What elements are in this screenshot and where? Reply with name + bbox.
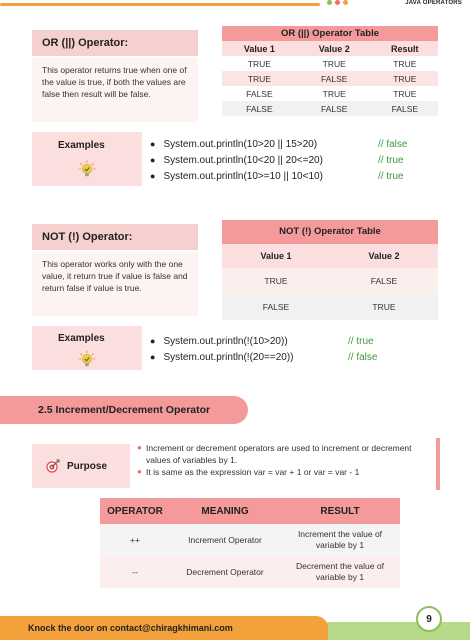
purpose-label: Purpose xyxy=(67,460,108,472)
table-cell: FALSE xyxy=(222,86,297,101)
table-cell: Decrement Operator xyxy=(170,556,280,588)
table-cell: Increment Operator xyxy=(170,524,280,556)
or-operator-title: OR (||) Operator: xyxy=(32,30,198,56)
increment-table-header: RESULT xyxy=(280,498,400,524)
target-icon xyxy=(46,459,60,473)
table-row xyxy=(100,556,400,588)
not-table-header: Value 1 xyxy=(222,244,330,268)
table-cell: FALSE xyxy=(330,268,438,294)
lightbulb-icon xyxy=(78,160,96,178)
table-cell: TRUE xyxy=(330,294,438,320)
list-item xyxy=(150,152,440,168)
table-cell: TRUE xyxy=(372,71,438,86)
table-cell: FALSE xyxy=(222,101,297,116)
table-cell: TRUE xyxy=(222,56,297,71)
list-item xyxy=(150,168,440,184)
example-comment: // true xyxy=(378,170,404,182)
increment-decrement-table xyxy=(100,498,400,588)
list-item xyxy=(150,136,440,152)
table-cell: TRUE xyxy=(222,71,297,86)
footer-green-band xyxy=(318,622,470,640)
table-cell: Increment the value of variable by 1 xyxy=(280,524,400,556)
example-comment: // true xyxy=(348,335,374,347)
example-code: System.out.println(10<20 || 20<=20) xyxy=(163,154,323,166)
header-dot xyxy=(327,0,332,5)
table-row xyxy=(222,71,438,86)
purpose-label-box xyxy=(32,444,130,488)
example-code: System.out.println(10>=10 || 10<10) xyxy=(163,170,323,182)
increment-table-header: MEANING xyxy=(170,498,280,524)
or-operator-table xyxy=(222,26,438,116)
table-cell: TRUE xyxy=(372,56,438,71)
not-operator-description: This operator works only with the one value, it return true if value is false and return false if value is true. xyxy=(32,252,198,316)
lightbulb-icon xyxy=(78,350,96,368)
or-table-caption: OR (||) Operator Table xyxy=(222,26,438,41)
table-row xyxy=(222,101,438,116)
header-dot xyxy=(335,0,340,5)
table-cell: FALSE xyxy=(297,71,372,86)
table-cell: TRUE xyxy=(297,86,372,101)
purpose-point-text: It is same as the expression var = var + 1 or var = var - 1 xyxy=(146,467,360,477)
increment-table-header: OPERATOR xyxy=(100,498,170,524)
table-row xyxy=(100,524,400,556)
table-cell: TRUE xyxy=(222,268,330,294)
table-row xyxy=(222,294,438,320)
header-dots xyxy=(327,0,348,5)
page-number: 9 xyxy=(416,606,442,632)
or-operator-description: This operator returns true when one of the value is true, if both the values are false then result will be false. xyxy=(32,58,198,122)
not-operator-table xyxy=(222,220,438,320)
example-code: System.out.println(!(10>20)) xyxy=(163,335,288,347)
example-comment: // false xyxy=(378,138,408,150)
bullet-icon: ● xyxy=(150,352,156,362)
bullet-icon: ● xyxy=(137,443,142,452)
not-operator-title: NOT (!) Operator: xyxy=(32,224,198,250)
table-cell: TRUE xyxy=(297,56,372,71)
not-examples-label: Examples xyxy=(58,333,105,344)
table-row xyxy=(222,56,438,71)
table-cell: FALSE xyxy=(372,101,438,116)
table-cell: -- xyxy=(100,556,170,588)
not-table-header: Value 2 xyxy=(330,244,438,268)
or-table-header: Result xyxy=(372,41,438,56)
section-heading: 2.5 Increment/Decrement Operator xyxy=(0,396,248,424)
page-header-title: JAVA OPERATORS xyxy=(405,0,462,6)
table-cell: FALSE xyxy=(222,294,330,320)
list-item xyxy=(150,333,440,349)
table-row xyxy=(222,268,438,294)
bullet-icon: ● xyxy=(150,171,156,181)
list-item xyxy=(150,349,440,365)
purpose-point-text: Increment or decrement operators are used to increment or decrement values of variables by 1. xyxy=(146,443,412,465)
bullet-icon: ● xyxy=(150,139,156,149)
example-code: System.out.println(10>20 || 15>20) xyxy=(163,138,318,150)
header-dot xyxy=(343,0,348,5)
table-cell: FALSE xyxy=(297,101,372,116)
table-cell: TRUE xyxy=(372,86,438,101)
example-comment: // false xyxy=(348,351,378,363)
table-cell: ++ xyxy=(100,524,170,556)
bullet-icon: ● xyxy=(137,467,142,476)
bullet-icon: ● xyxy=(150,155,156,165)
bullet-icon: ● xyxy=(150,336,156,346)
purpose-point xyxy=(137,442,432,466)
example-comment: // true xyxy=(378,154,404,166)
or-examples-label: Examples xyxy=(58,140,105,151)
purpose-description xyxy=(132,438,440,490)
not-table-caption: NOT (!) Operator Table xyxy=(222,220,438,244)
example-code: System.out.println(!(20==20)) xyxy=(163,351,294,363)
top-accent-line xyxy=(0,3,320,6)
table-cell: Decrement the value of variable by 1 xyxy=(280,556,400,588)
purpose-point xyxy=(137,466,432,478)
or-table-header: Value 1 xyxy=(222,41,297,56)
or-table-header: Value 2 xyxy=(297,41,372,56)
or-examples-list xyxy=(150,136,440,184)
top-bar xyxy=(0,0,470,10)
not-examples-list xyxy=(150,333,440,365)
footer-contact: Knock the door on contact@chiragkhimani.com xyxy=(0,616,328,640)
table-row xyxy=(222,86,438,101)
